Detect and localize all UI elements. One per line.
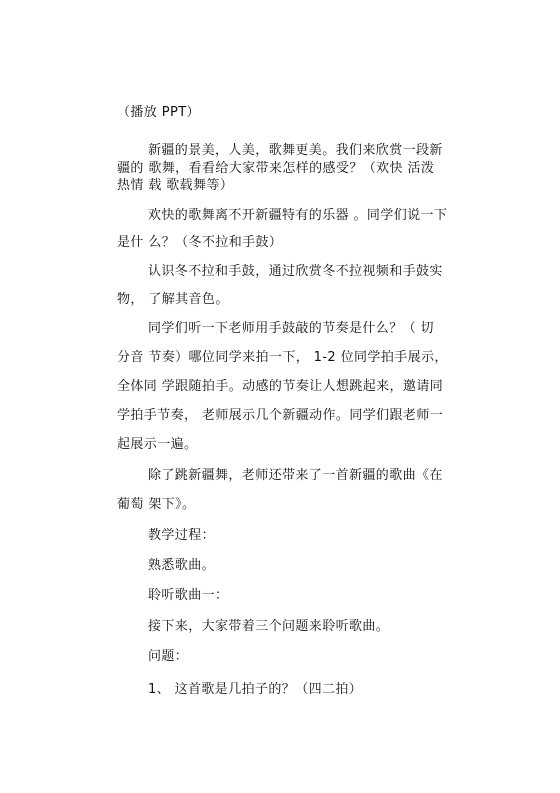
text-line: 新疆的景美，人美，歌舞更美。我们来欣赏一段新 — [148, 143, 443, 158]
text-line: 学拍手节奏， 老师展示几个新疆动作。同学们跟老师一 — [117, 408, 444, 423]
text-line: 除了跳新疆舞，老师还带来了一首新疆的歌曲《在 — [148, 468, 443, 483]
list-item: 1、 这首歌是几拍子的？（四二拍） — [148, 682, 363, 697]
text-line: 接下来，大家带着三个问题来聆听歌曲。 — [148, 619, 390, 634]
text-line: 问题： — [148, 649, 189, 664]
text-line: 热情 载 歌载舞等） — [117, 178, 234, 193]
text-line: 葡萄 架下》。 — [117, 497, 196, 512]
text-line: 认识冬不拉和手鼓，通过欣赏冬不拉视频和手鼓实 — [148, 264, 443, 279]
text-line: 聆听歌曲一： — [148, 588, 229, 603]
text-line: 全体同 学跟随拍手。动感的节奏让人想跳起来，邀请同 — [117, 379, 444, 394]
text-line: （播放 PPT） — [117, 105, 200, 120]
text-line: 物， 了解其音色。 — [117, 292, 229, 307]
text-line: 分音 节奏）哪位同学来拍一下， 1-2 位同学拍手展示， — [117, 350, 448, 365]
text-line: 同学们听一下老师用手鼓敲的节奏是什么？（ 切 — [148, 321, 434, 336]
text-line: 疆的 歌舞，看看给大家带来怎样的感受？（欢快 活泼 — [117, 161, 435, 176]
section-heading: 教学过程： — [148, 528, 216, 543]
text-line: 熟悉歌曲。 — [148, 558, 216, 573]
text-line: 欢快的歌舞离不开新疆特有的乐器 。同学们说一下 — [148, 208, 448, 223]
text-line: 是什 么？（冬不拉和手鼓） — [117, 235, 283, 250]
text-line: 起展示一遍。 — [117, 437, 198, 452]
